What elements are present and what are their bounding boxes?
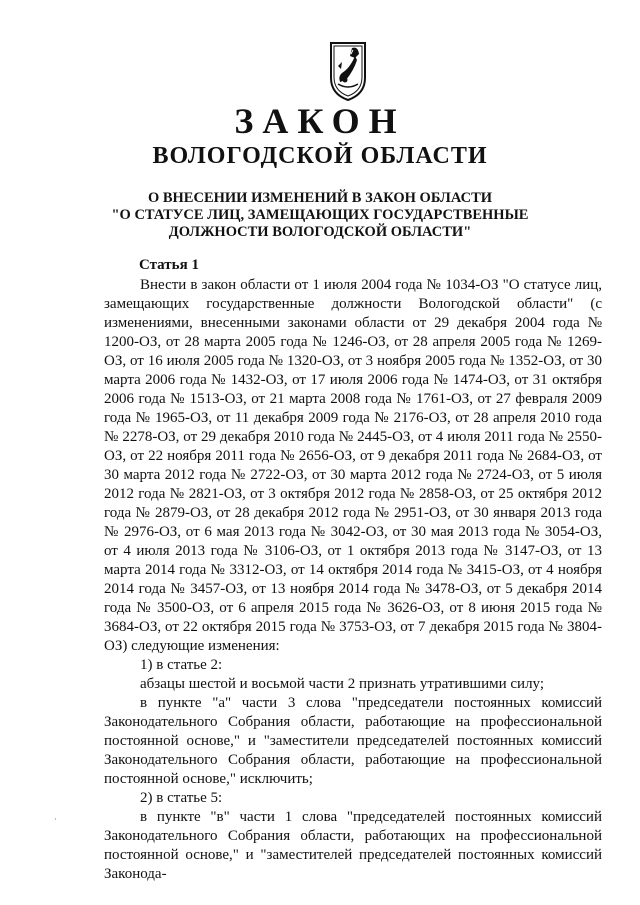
subject-line: "О СТАТУСЕ ЛИЦ, ЗАМЕЩАЮЩИХ ГОСУДАРСТВЕННЫЕ <box>111 207 529 223</box>
subject-line: ДОЛЖНОСТИ ВОЛОГОДСКОЙ ОБЛАСТИ" <box>168 224 472 240</box>
article-paragraph: Внести в закон области от 1 июля 2004 года № 1034-ОЗ "О статусе лиц, замещающих государственные должности Вологодской области" (с изменениями, внесенными законами области от 29 декабря 2004 года № 1200-ОЗ, от 28 марта 2005 года № 1246-ОЗ, от 28 апреля 2005 года № 1269-ОЗ, от 16 июля 2005 года № 1320-ОЗ, от 3 ноября 2005 года № 1352-ОЗ, от 30 марта 2006 года № 1432-ОЗ, от 17 июля 2006 года № 1474-ОЗ, от 31 октября 2006 года № 1513-ОЗ, от 21 марта 2008 года № 1761-ОЗ, от 27 февраля 2009 года № 1965-ОЗ, от 11 декабря 2009 года № 2176-ОЗ, от 28 апреля 2010 года № 2278-ОЗ, от 29 декабря 2010 года № 2445-ОЗ, от 4 июля 2011 года № 2550-ОЗ, от 22 ноября 2011 года № 2656-ОЗ, от 9 декабря 2011 года № 2684-ОЗ, от 30 марта 2012 года № 2722-ОЗ, от 30 марта 2012 года № 2724-ОЗ, от 5 июля 2012 года № 2821-ОЗ, от 3 октября 2012 года № 2858-ОЗ, от 25 октября 2012 года № 2879-ОЗ, от 28 декабря 2012 года № 2951-ОЗ, от 30 января 2013 года № 2976-ОЗ, от 6 мая 2013 года № 3042-ОЗ, от 30 мая 2013 года № 3054-ОЗ, от 4 июля 2013 года № 3106-ОЗ, от 1 октября 2013 года № 3147-ОЗ, от 13 марта 2014 года № 3312-ОЗ, от 14 октября 2014 года № 3415-ОЗ, от 4 ноября 2014 года № 3457-ОЗ, от 13 ноября 2014 года № 3478-ОЗ, от 5 декабря 2014 года № 3500-ОЗ, от 6 апреля 2015 года № 3626-ОЗ, от 8 июня 2015 года № 3684-ОЗ, от 22 октября 2015 года № 3753-ОЗ, от 7 декабря 2015 года № 3804-ОЗ) следующие изменения: <box>104 277 602 654</box>
article-heading: Статья 1 <box>139 257 199 273</box>
list-item: 1) в статье 2: <box>140 657 223 673</box>
article-body <box>104 276 602 884</box>
article-paragraph: абзацы шестой и восьмой части 2 признать утратившими силу; <box>140 676 545 692</box>
region-title: ВОЛОГОДСКОЙ ОБЛАСТИ <box>152 143 488 169</box>
article-paragraph: в пункте "а" части 3 слова "председатели постоянных комиссий Законодательного Собрания области, работающие на профессиональной постоянной основе," и "заместители председателей постоянных комиссий Законодательного Собрания области, работающие на профессиональной постоянной основе," исключить; <box>104 695 602 787</box>
coat-of-arms-icon <box>328 40 368 102</box>
list-item: 2) в статье 5: <box>140 790 223 806</box>
scan-speck <box>55 818 56 820</box>
article-paragraph: в пункте "в" части 1 слова "председателей постоянных комиссий Законодательного Собрания области, работающих на профессиональной постоянной основе," и "заместителей председателей постоянных комиссий Законода- <box>104 809 602 882</box>
law-title: ЗАКОН <box>234 101 406 141</box>
subject-line: О ВНЕСЕНИИ ИЗМЕНЕНИЙ В ЗАКОН ОБЛАСТИ <box>147 190 493 206</box>
law-subject <box>0 190 640 241</box>
